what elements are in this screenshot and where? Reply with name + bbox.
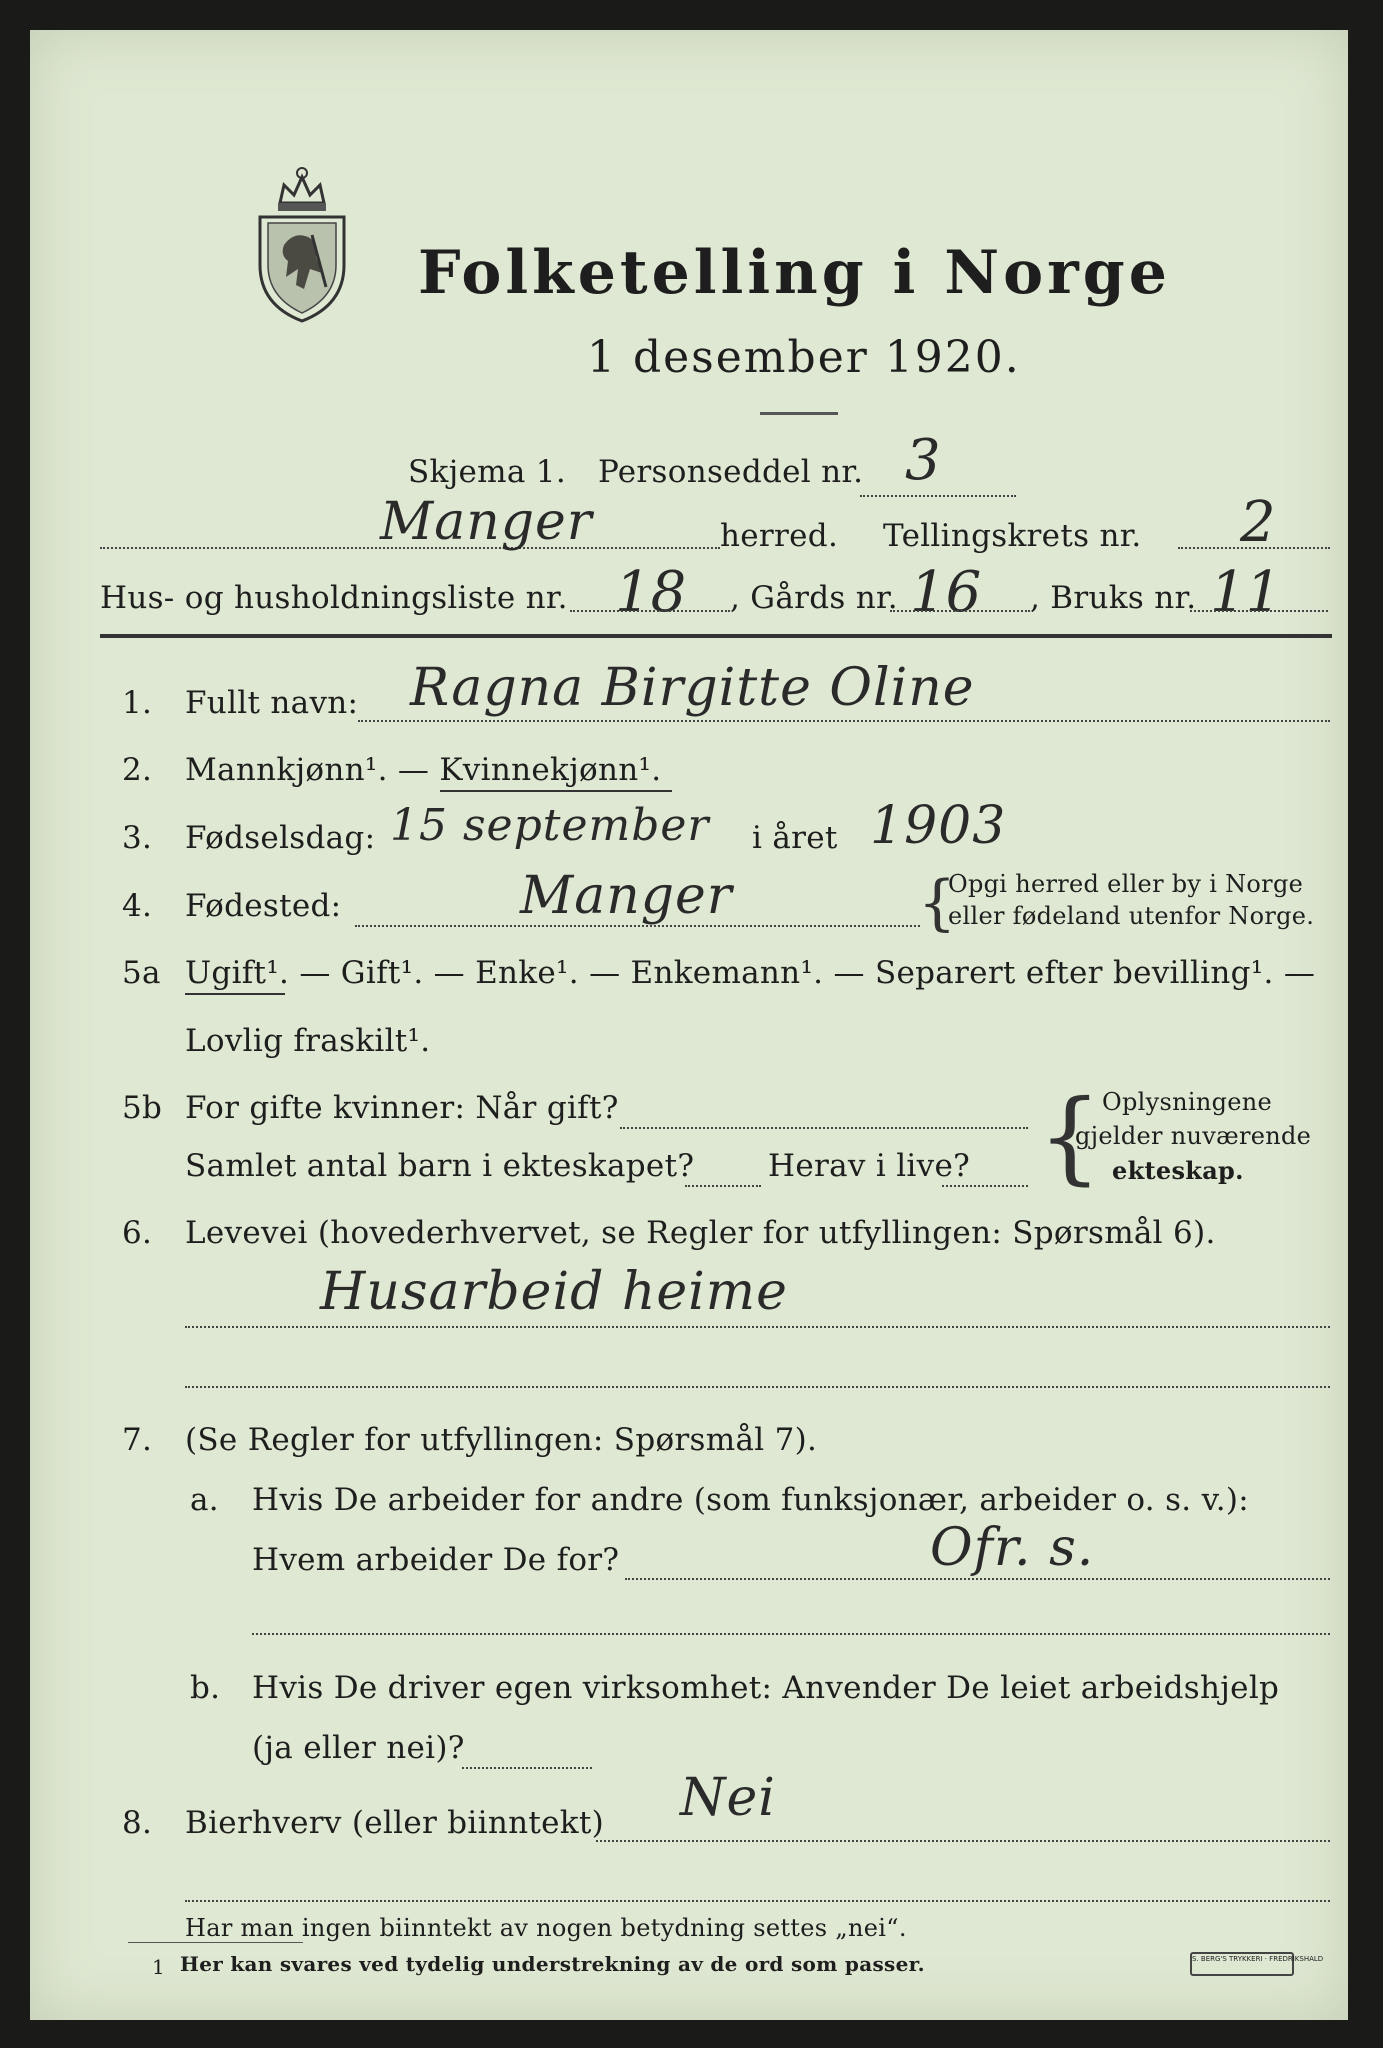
gards-dotted-line [890, 610, 1030, 612]
footnote-text: Her kan svares ved tydelig understrekning av de ord som passer. [180, 1952, 925, 1976]
q5b-note-3: ekteskap. [1112, 1156, 1244, 1185]
bruks-dotted-line [1190, 610, 1328, 612]
q7-number: 7. [122, 1422, 153, 1458]
q2-number: 2. [122, 752, 153, 788]
q3-value: 15 september [390, 800, 710, 851]
q4-label: Fødested: [185, 888, 342, 924]
q7b-label: Hvis De driver egen virksomhet: Anvender De leiet arbeidshjelp [252, 1670, 1280, 1706]
q2-label: Mannkjønn¹. — Kvinnekjønn¹. [185, 752, 662, 788]
q8-value: Nei [680, 1768, 776, 1828]
personseddel-value: 3 [905, 428, 941, 493]
q8-dotted-line-1 [596, 1840, 1330, 1842]
skjema-label: Skjema 1. [408, 454, 566, 490]
q5b-dotted-line-1 [620, 1127, 1028, 1129]
hus-value: 18 [615, 560, 687, 625]
q5b-dotted-line-2 [685, 1185, 761, 1187]
gards-value: 16 [910, 560, 982, 625]
q6-dotted-line-2 [185, 1386, 1330, 1388]
gards-label: , Gårds nr. [730, 580, 898, 616]
printer-stamp: S. BERG'S TRYKKERI · FREDRIKSHALD [1190, 1952, 1294, 1976]
footer-note: Har man ingen biinntekt av nogen betydning settes „nei“. [185, 1914, 907, 1942]
q7a-dotted-line-2 [252, 1633, 1330, 1635]
q1-number: 1. [122, 685, 153, 721]
q8-dotted-line-2 [185, 1900, 1330, 1902]
q7a-letter: a. [190, 1482, 219, 1518]
header-divider [100, 634, 1332, 638]
herred-value: Manger [380, 492, 593, 552]
q5b-brace: { [1038, 1078, 1102, 1195]
q7b-letter: b. [190, 1670, 221, 1706]
q7a-value: Ofr. s. [930, 1518, 1095, 1578]
q1-dotted-line [358, 720, 1330, 722]
q6-number: 6. [122, 1215, 153, 1251]
q1-value: Ragna Birgitte Oline [410, 658, 975, 718]
tellingskrets-label: Tellingskrets nr. [883, 518, 1142, 554]
bruks-label: , Bruks nr. [1030, 580, 1197, 616]
q5a-label: Ugift¹. — Gift¹. — Enke¹. — Enkemann¹. — Separert efter bevilling¹. — [185, 955, 1316, 991]
hus-dotted-line [570, 610, 730, 612]
q2-underline-kvinnekjonn [440, 790, 672, 792]
q3-label: Fødselsdag: [185, 820, 376, 856]
q3-year-value: 1903 [870, 796, 1007, 856]
bleed-through-text [390, 92, 399, 122]
q7a-label-2: Hvem arbeider De for? [252, 1542, 620, 1578]
q7b-label-2: (ja eller nei)? [252, 1730, 465, 1766]
form-title: Folketelling i Norge [418, 238, 1171, 308]
q8-number: 8. [122, 1805, 153, 1841]
q7b-dotted-line [462, 1767, 592, 1769]
q7a-label: Hvis De arbeider for andre (som funksjonær, arbeider o. s. v.): [252, 1482, 1250, 1518]
tellingskrets-value: 2 [1240, 490, 1276, 555]
footnote-divider [128, 1942, 303, 1943]
census-date: 1 desember 1920. [587, 332, 1021, 383]
footnote-mark: 1 [152, 1955, 165, 1979]
q5b-label-2: Samlet antal barn i ekteskapet? [185, 1148, 695, 1184]
personseddel-dotted-line [860, 495, 1016, 497]
title-divider [760, 412, 838, 415]
q5b-note-2: gjelder nuværende [1075, 1122, 1312, 1150]
q1-label: Fullt navn: [185, 685, 359, 721]
q5a-label-2: Lovlig fraskilt¹. [185, 1023, 431, 1059]
tellingskrets-dotted-line [1178, 547, 1330, 549]
q5a-number: 5a [122, 955, 161, 991]
q5b-label-3: Herav i live? [768, 1148, 971, 1184]
q5b-dotted-line-3 [942, 1185, 1028, 1187]
q4-brace: { [918, 868, 957, 938]
q4-number: 4. [122, 888, 153, 924]
q6-label: Levevei (hovederhvervet, se Regler for utfyllingen: Spørsmål 6). [185, 1215, 1216, 1251]
q8-label: Bierhverv (eller biinntekt) [185, 1805, 605, 1841]
herred-label: herred. [720, 518, 839, 554]
coat-of-arms-icon [250, 165, 354, 325]
q4-note-line-1: Opgi herred eller by i Norge [948, 870, 1304, 898]
q6-value: Husarbeid heime [320, 1262, 788, 1322]
q4-note-line-2: eller fødeland utenfor Norge. [948, 902, 1315, 930]
bruks-value: 11 [1210, 560, 1282, 625]
q5b-number: 5b [122, 1090, 163, 1126]
q7a-dotted-line-1 [625, 1578, 1330, 1580]
census-form-page [30, 30, 1348, 2020]
q5b-note-1: Oplysningene [1102, 1088, 1273, 1116]
q3-year-label: i året [752, 820, 838, 856]
q5b-label: For gifte kvinner: Når gift? [185, 1090, 619, 1126]
q3-number: 3. [122, 820, 153, 856]
q4-value: Manger [520, 866, 733, 926]
q5a-underline-ugift [185, 993, 285, 995]
personseddel-label: Personseddel nr. [598, 454, 864, 490]
q4-dotted-line [355, 925, 920, 927]
hus-label: Hus- og husholdningsliste nr. [100, 580, 568, 616]
q6-dotted-line-1 [185, 1326, 1330, 1328]
q7-label: (Se Regler for utfyllingen: Spørsmål 7). [185, 1422, 818, 1458]
